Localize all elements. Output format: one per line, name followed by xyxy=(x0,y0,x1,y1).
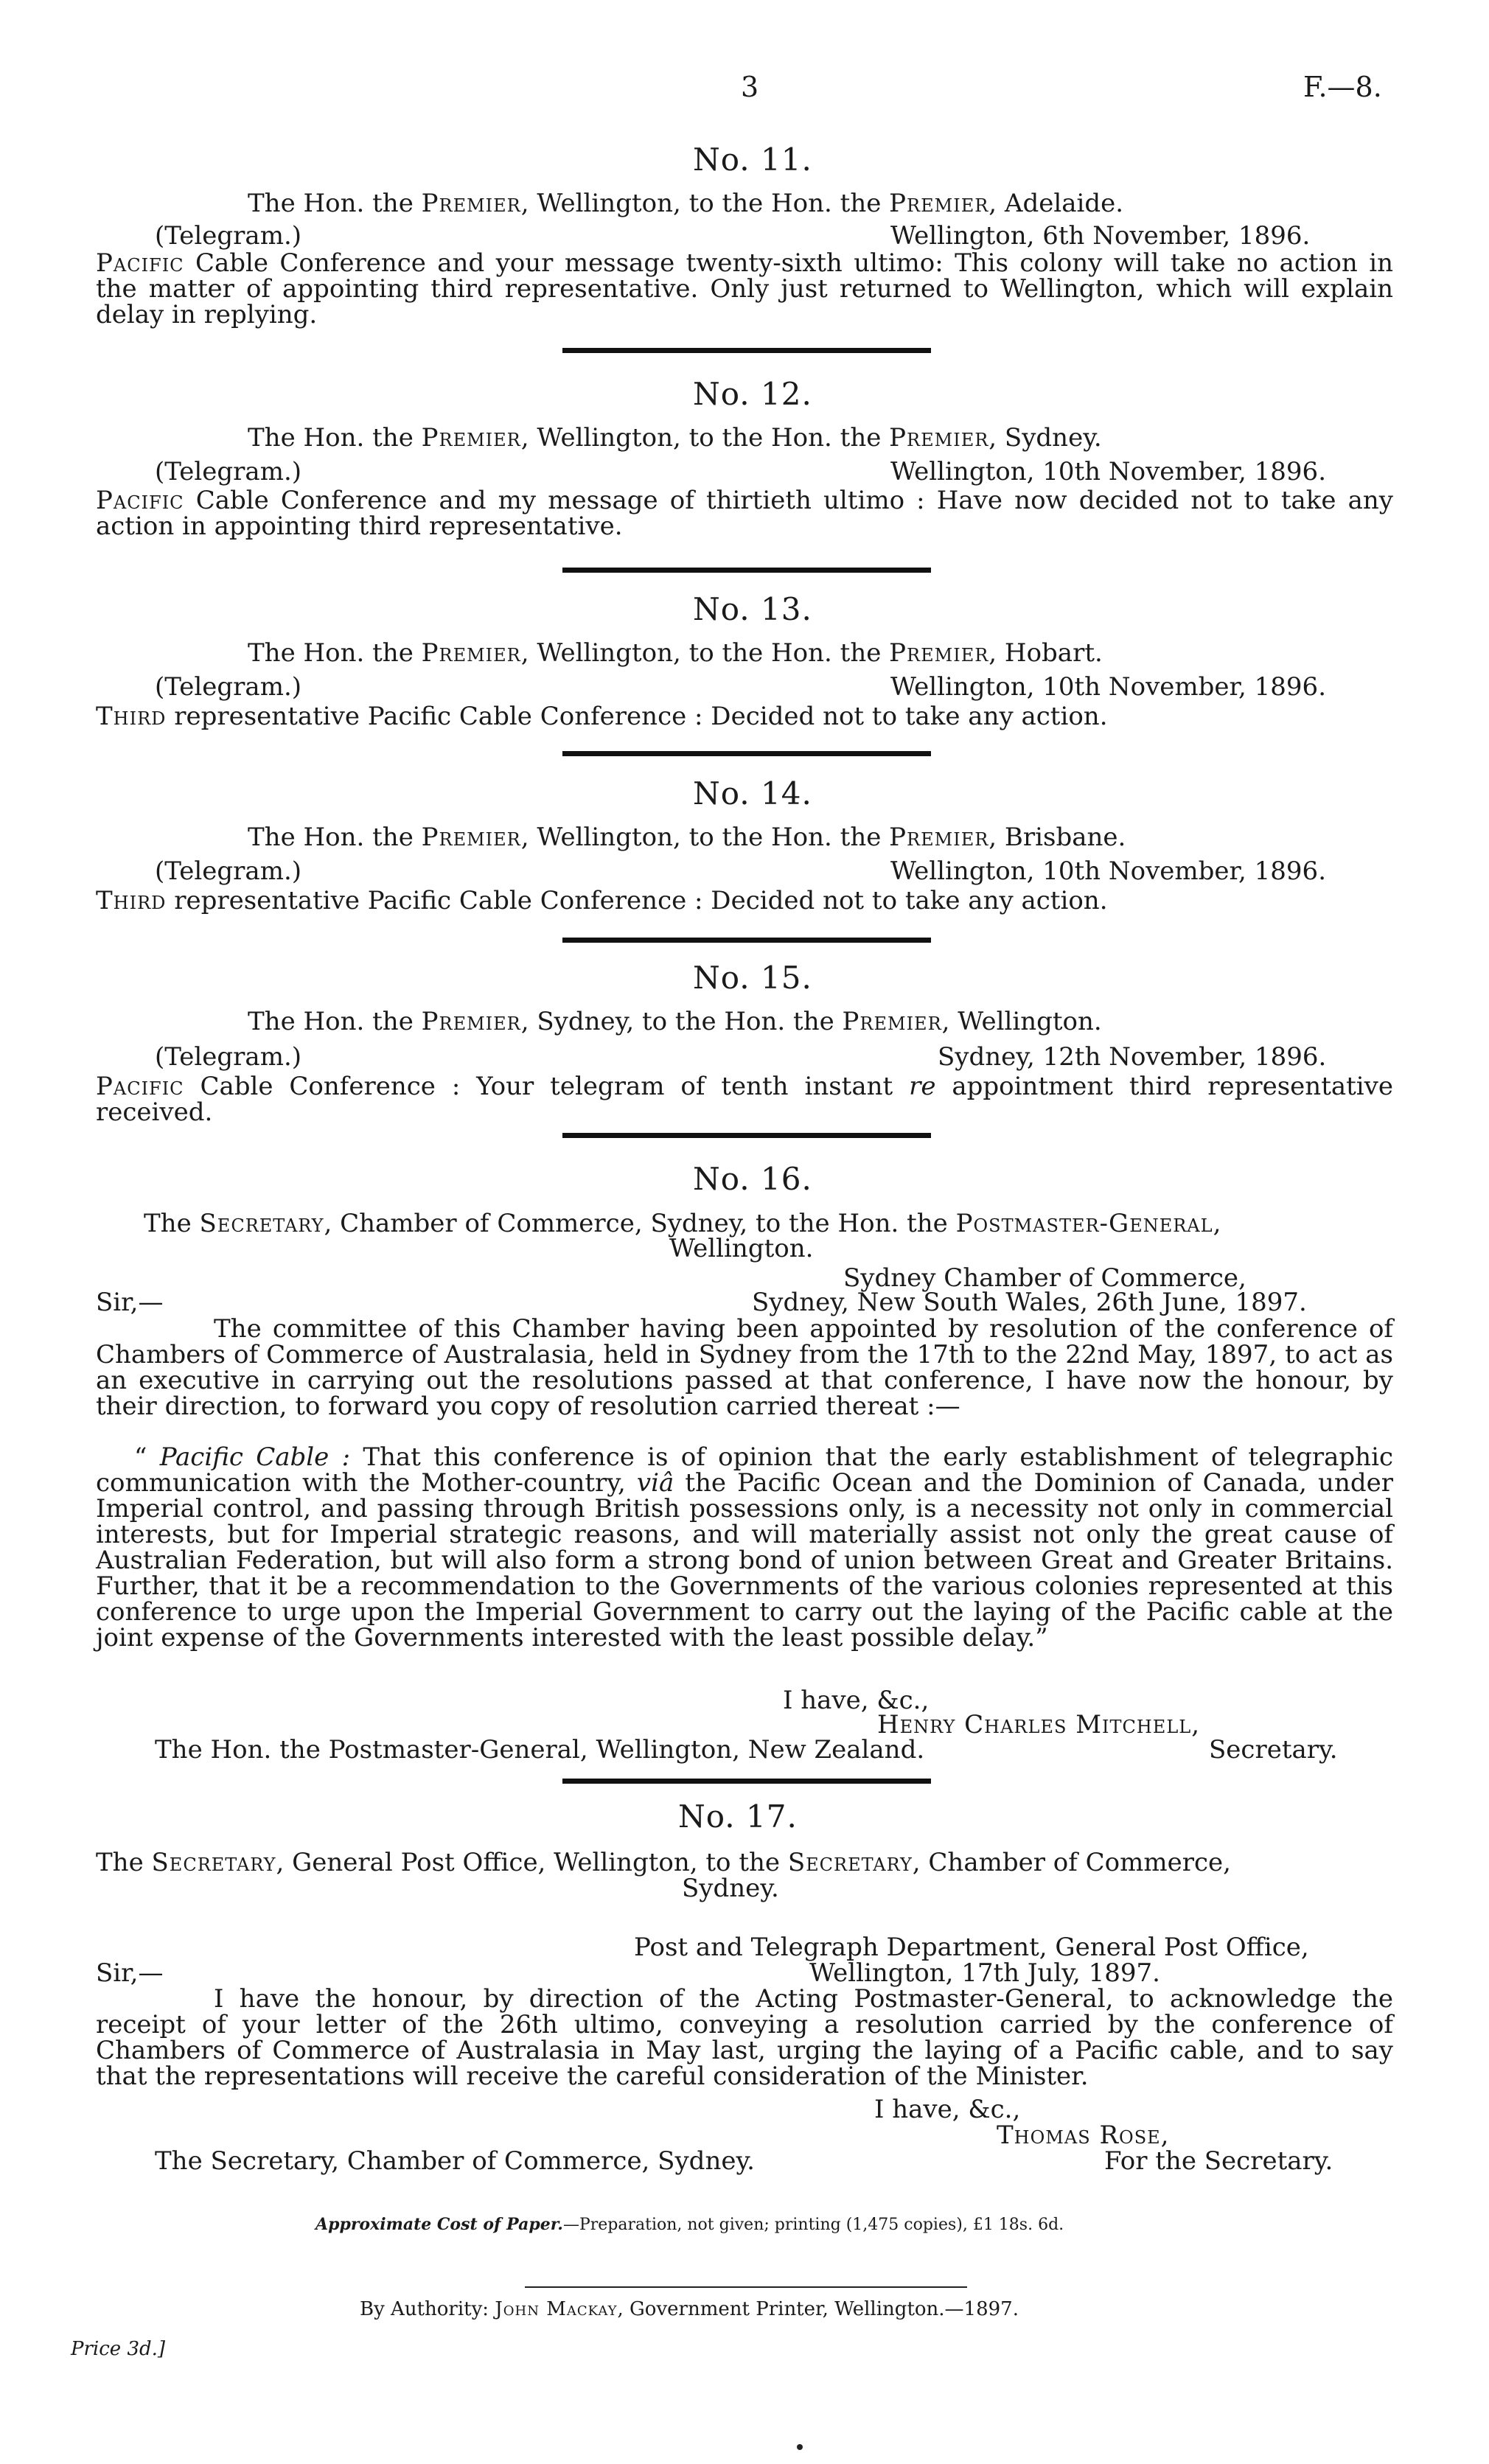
letter-17-closing: I have, &c., xyxy=(874,2095,1021,2124)
entry-14-number: No. 14. xyxy=(693,775,812,812)
entry-12-number: No. 12. xyxy=(693,376,812,412)
page-number: 3 xyxy=(741,71,759,103)
entry-14-kind: (Telegram.) xyxy=(155,856,302,886)
entry-11-kind: (Telegram.) xyxy=(155,221,302,251)
entry-11-route: The Hon. the Premier, Wellington, to the Hon. the Premier, Adelaide. xyxy=(248,189,1124,218)
printer-authority: By Authority: John Mackay, Government Printer, Wellington.—1897. xyxy=(360,2298,1019,2320)
entry-13-number: No. 13. xyxy=(693,591,812,627)
entry-14-body: Third representative Pacific Cable Conference : Decided not to take any action. xyxy=(96,886,1108,915)
section-rule xyxy=(562,938,931,943)
entry-11-body: Pacific Cable Conference and your message twenty-sixth ultimo: This colony will take no action in the matter of appointing third representative. Only just returned to Wellington, which will explain delay in replying. xyxy=(96,248,1393,329)
letter-17-address-line2: Wellington, 17th July, 1897. xyxy=(809,1958,1160,1988)
entry-11-place-date: Wellington, 6th November, 1896. xyxy=(890,221,1311,251)
letter-17-route-line2: Sydney. xyxy=(682,1874,779,1903)
letter-16-resolution-quote: “ Pacific Cable : That this conference is of opinion that the early establishment of telegraphic communication with the Mother-country, viâ the Pacific Ocean and the Dominion of Canada, under Imperial control, and passing through British possessions only, is a necessity not only in commercial interests, but for Imperial strategic reasons, and will materially assist not only the great cause of Australian Federation, but will also form a strong bond of union between Great and Greater Britains. Further, that it be a recommendation to the Governments of the various colonies represented at this conference to urge upon the Imperial Government to carry out the laying of the Pacific cable at the joint expense of the Governments interested with the least possible delay.” xyxy=(96,1442,1393,1652)
section-rule xyxy=(562,751,931,756)
entry-14-place-date: Wellington, 10th November, 1896. xyxy=(890,856,1326,886)
entry-13-kind: (Telegram.) xyxy=(155,672,302,702)
cost-of-paper-note: Approximate Cost of Paper.—Preparation, not given; printing (1,475 copies), £1 18s. 6d. xyxy=(315,2215,1064,2234)
letter-17-addressee: The Secretary, Chamber of Commerce, Sydney. xyxy=(155,2146,755,2176)
section-rule xyxy=(562,348,931,353)
entry-16-number: No. 16. xyxy=(693,1161,812,1197)
letter-17-route: The Secretary, General Post Office, Wellington, to the Secretary, Chamber of Commerce, xyxy=(96,1848,1231,1877)
letter-16-addressee: The Hon. the Postmaster-General, Wellington, New Zealand. xyxy=(155,1735,925,1765)
print-mark xyxy=(797,2444,803,2450)
letter-17-signer-title: For the Secretary. xyxy=(1104,2146,1333,2176)
entry-17-number: No. 17. xyxy=(678,1798,798,1835)
price-label: Price 3d.] xyxy=(71,2338,166,2360)
letter-16-paragraph: The committee of this Chamber having been appointed by resolution of the conference of Chambers of Commerce of Australasia, held in Sydney from the 17th to the 22nd May, 1897, to act as an executive in carrying out the resolutions passed at that conference, I have now the honour, by their direction, to forward you copy of resolution carried thereat :— xyxy=(96,1314,1393,1421)
entry-15-number: No. 15. xyxy=(693,960,812,996)
letter-16-salutation: Sir,— xyxy=(96,1288,164,1317)
footer-rule xyxy=(525,2286,967,2288)
letter-16-address-line1: Sydney Chamber of Commerce, xyxy=(843,1263,1246,1293)
section-rule xyxy=(562,568,931,573)
entry-15-place-date: Sydney, 12th November, 1896. xyxy=(938,1042,1327,1072)
letter-16-route: The Secretary, Chamber of Commerce, Sydney, to the Hon. the Postmaster-General, xyxy=(144,1209,1221,1238)
section-rule xyxy=(562,1133,931,1138)
letter-16-address-line2: Sydney, New South Wales, 26th June, 1897. xyxy=(752,1288,1307,1317)
entry-14-route: The Hon. the Premier, Wellington, to the Hon. the Premier, Brisbane. xyxy=(248,823,1126,852)
entry-12-place-date: Wellington, 10th November, 1896. xyxy=(890,457,1326,486)
entry-13-body: Third representative Pacific Cable Conference : Decided not to take any action. xyxy=(96,702,1108,731)
letter-17-address-line1: Post and Telegraph Department, General Post Office, xyxy=(634,1933,1309,1962)
entry-15-kind: (Telegram.) xyxy=(155,1042,302,1072)
letter-16-signer-title: Secretary. xyxy=(1209,1735,1338,1765)
entry-12-kind: (Telegram.) xyxy=(155,457,302,486)
letter-17-salutation: Sir,— xyxy=(96,1958,164,1988)
entry-11-number: No. 11. xyxy=(693,142,812,178)
letter-16-route-line2: Wellington. xyxy=(669,1234,814,1263)
entry-12-route: The Hon. the Premier, Wellington, to the Hon. the Premier, Sydney. xyxy=(248,423,1102,453)
entry-13-place-date: Wellington, 10th November, 1896. xyxy=(890,672,1326,702)
letter-17-paragraph: I have the honour, by direction of the Acting Postmaster-General, to acknowledge the receipt of your letter of the 26th ultimo, conveying a resolution carried by the conference of Chambers of Commerce of Australasia in May last, urging the laying of a Pacific cable, and to say that the representations will receive the careful consideration of the Minister. xyxy=(96,1984,1393,2091)
section-rule xyxy=(562,1779,931,1784)
letter-16-closing: I have, &c., xyxy=(783,1686,930,1715)
letter-16-signer: Henry Charles Mitchell, xyxy=(877,1710,1201,1739)
letter-17-signer: Thomas Rose, xyxy=(997,2121,1170,2150)
entry-13-route: The Hon. the Premier, Wellington, to the Hon. the Premier, Hobart. xyxy=(248,638,1103,668)
entry-15-route: The Hon. the Premier, Sydney, to the Hon. the Premier, Wellington. xyxy=(248,1007,1102,1036)
entry-15-body: Pacific Cable Conference : Your telegram of tenth instant re appointment third representative received. xyxy=(96,1072,1393,1127)
entry-12-body: Pacific Cable Conference and my message of thirtieth ultimo : Have now decided not to take any action in appointing third representative. xyxy=(96,486,1393,541)
document-reference: F.—8. xyxy=(1303,71,1382,103)
